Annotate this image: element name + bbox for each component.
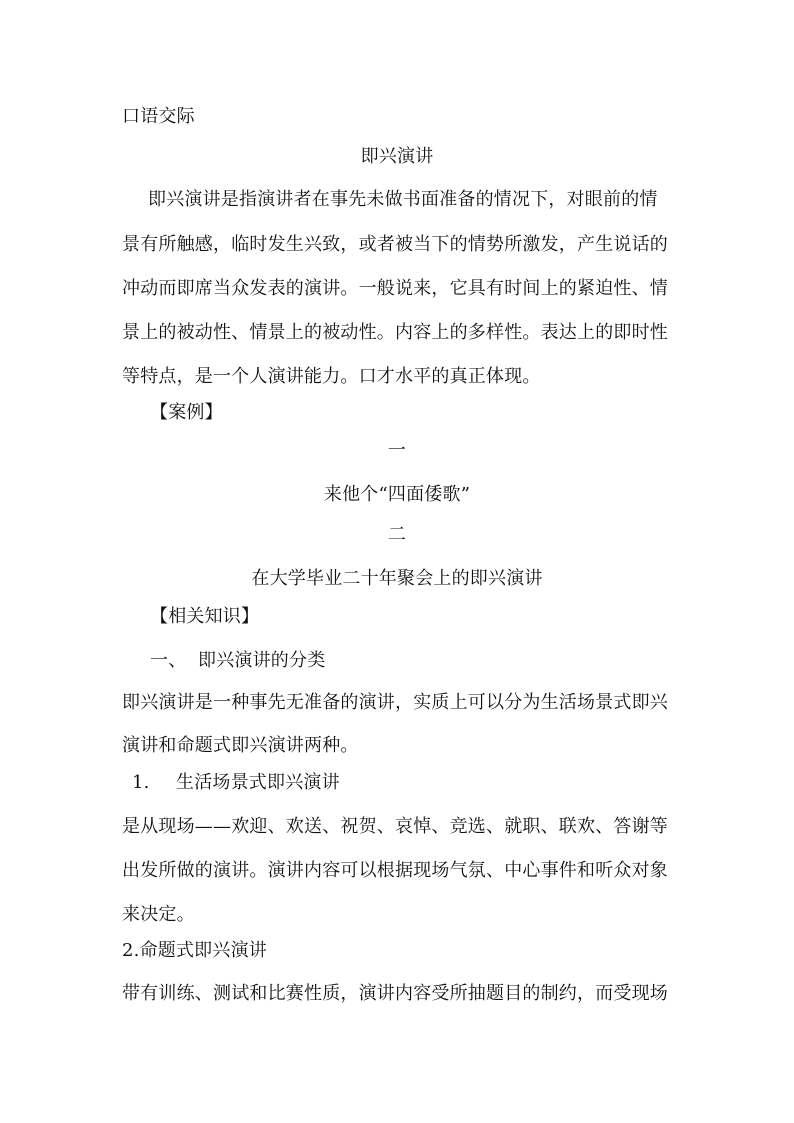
intro-line-3: 冲动而即席当众发表的演讲。一般说来，它具有时间上的紧迫性、情 (122, 278, 668, 299)
item-one-title: 生活场景式即兴演讲 (176, 772, 340, 793)
classification-mark: 一、 (150, 650, 187, 671)
intro-line-1: 即兴演讲是指演讲者在事先未做书面准备的情况下，对眼前的情 (148, 189, 658, 210)
case-two-mark: 二 (387, 524, 407, 545)
classification-text-line-1: 即兴演讲是一种事先无准备的演讲，实质上可以分为生活场景式即兴 (122, 692, 668, 713)
intro-line-2: 景有所触感，临时发生兴致，或者被当下的情势所激发，产生说话的 (122, 234, 668, 255)
case-heading: 【案例】 (150, 402, 223, 423)
item-two-text-line-1: 带有训练、测试和比赛性质，演讲内容受所抽题目的制约，而受现场 (122, 983, 668, 1004)
main-title: 即兴演讲 (360, 146, 434, 167)
section-title: 口语交际 (122, 106, 195, 127)
classification-title: 即兴演讲的分类 (198, 650, 326, 671)
item-one-mark: 1. (132, 772, 150, 793)
case-one-mark: 一 (387, 440, 407, 461)
case-two-title: 在大学毕业二十年聚会上的即兴演讲 (251, 568, 543, 589)
item-one-text-line-3: 来决定。 (122, 904, 195, 925)
item-two-title: 2.命题式即兴演讲 (122, 940, 267, 961)
item-one-text-line-2: 出发所做的演讲。演讲内容可以根据现场气氛、中心事件和听众对象 (122, 860, 668, 881)
case-one-title: 来他个“四面倭歌” (323, 484, 471, 505)
intro-line-5: 等特点，是一个人演讲能力。口才水平的真正体现。 (122, 366, 541, 387)
classification-text-line-2: 演讲和命题式即兴演讲两种。 (122, 735, 359, 756)
knowledge-heading: 【相关知识】 (150, 606, 260, 627)
item-one-text-line-1: 是从现场——欢迎、欢送、祝贺、哀悼、竞选、就职、联欢、答谢等 (122, 816, 668, 837)
intro-line-4: 景上的被动性、情景上的被动性。内容上的多样性。表达上的即时性 (122, 322, 668, 343)
